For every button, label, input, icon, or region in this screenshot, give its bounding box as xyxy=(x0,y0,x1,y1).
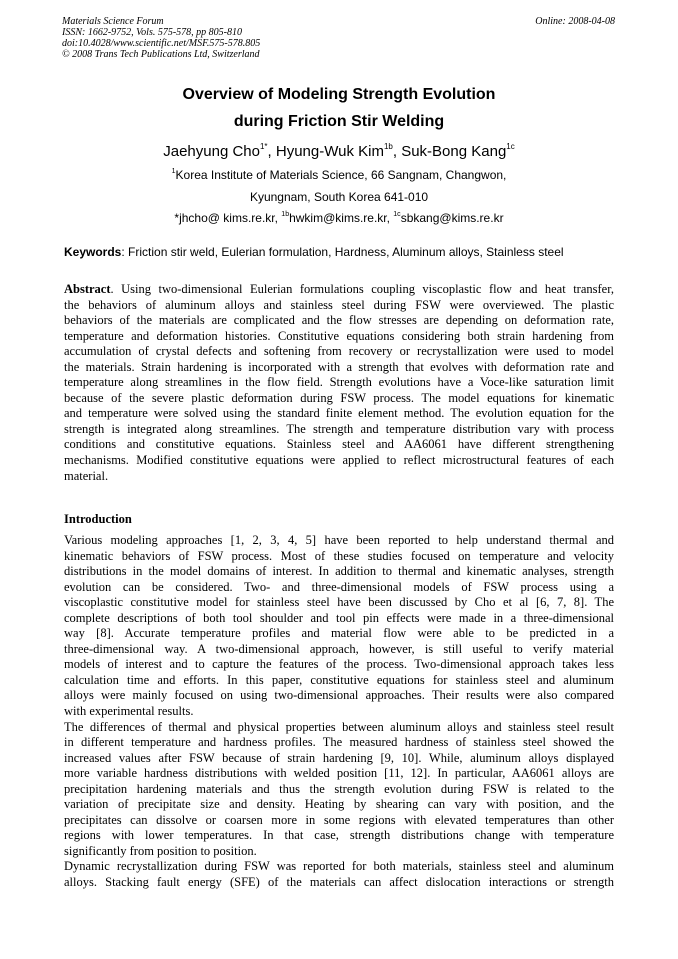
abstract-line: conditions and constitutive equations. Stainless steel and AA6061 have different strengthening xyxy=(64,437,614,452)
paper-title xyxy=(0,81,678,135)
paragraph-line: Dynamic recrystallization during FSW was reported for both materials, stainless steel and aluminum xyxy=(64,859,614,874)
keywords xyxy=(64,243,624,261)
affil-sup: 1 xyxy=(171,168,176,175)
title-line-1: Overview of Modeling Strength Evolution xyxy=(182,86,496,103)
affiliation-text: Korea Institute of Materials Science, 66 Sangnam, Changwon, xyxy=(175,168,507,182)
intro-paragraph-1 xyxy=(64,533,614,891)
paragraph-line: way [8]. Accurate temperature profiles and material flow were able to be predicted in a xyxy=(64,626,614,641)
author-name: , Hyung-Wuk Kim xyxy=(267,143,384,160)
paragraph-line: regions with lower temperatures. In that case, strength distributions change with temperature xyxy=(64,828,614,843)
paragraph-line: Various modeling approaches [1, 2, 3, 4, 5] have been reported to help understand thermal and xyxy=(64,533,614,547)
affiliation-line-2: Kyungnam, South Korea 641-010 xyxy=(249,190,429,204)
paragraph-line: with experimental results. xyxy=(64,704,194,719)
journal-issn: ISSN: 1662-9752, Vols. 575-578, pp 805-810 xyxy=(62,27,242,38)
journal-name: Materials Science Forum xyxy=(62,16,164,27)
paragraph-line: alloys were mainly focused on using two-dimensional approaches. Their results were also compared xyxy=(64,688,614,703)
email: hwkim@kims.re.kr, xyxy=(289,211,394,225)
paragraph-line: in different temperature and hardness profiles. The measured hardness of stainless steel showed the xyxy=(64,735,614,750)
paragraph-line: calculation time and efforts. In this paper, constitutive equations for stainless steel and aluminum xyxy=(64,672,614,687)
journal-header xyxy=(62,16,260,60)
paragraph-line: viscoplastic constitutive model for stainless steel have been discussed by Cho et al [6, 7, 8]. The xyxy=(64,595,614,610)
keywords-label: Keywords xyxy=(64,245,122,259)
journal-copyright: © 2008 Trans Tech Publications Ltd, Switzerland xyxy=(62,49,260,60)
paragraph-line: alloys. Stacking fault energy (SFE) of the materials can affect dislocation interactions or strength xyxy=(64,875,614,890)
author-affil-sup: 1b xyxy=(383,142,393,151)
email-sup: 1b xyxy=(281,211,290,218)
paragraph-line: distributions in the model domains of interest. In addition to thermal and kinematic analyses, strength xyxy=(64,564,614,579)
online-date: Online: 2008-04-08 xyxy=(535,16,615,27)
email: *jhcho@ kims.re.kr, xyxy=(174,211,282,225)
abstract-line: accumulation of crystal defects and softening from recovery or recrystallization were used to model xyxy=(64,344,614,359)
keywords-text: : Friction stir weld, Eulerian formulation, Hardness, Aluminum alloys, Stainless steel xyxy=(121,245,564,259)
author-affil-sup: 1* xyxy=(259,142,268,151)
paragraph-line: kinematic behaviors of FSW process. Most of these studies focused on temperature and velocity xyxy=(64,548,614,563)
abstract-line: the materials. Strain hardening is incorporated with a strength that evolves with deformation rate and xyxy=(64,359,614,374)
paragraph-line: The differences of thermal and physical properties between aluminum alloys and stainless steel result xyxy=(64,719,614,734)
abstract-line: because of the severe plastic deformation during FSW process. The model equations for kinematic xyxy=(64,390,614,405)
paragraph-line: increased values after FSW because of strain hardening [9, 10]. While, aluminum alloys displayed xyxy=(64,750,614,765)
paragraph-line: evolution can be considered. Two- and three-dimensional models of FSW process using a xyxy=(64,579,614,594)
abstract-line: and temperature were solved using the standard finite element method. The evolution equation for the xyxy=(64,406,614,421)
abstract-line: material. xyxy=(64,468,109,483)
abstract-line: temperature and deformation histories. Constitutive equations considering both strain hardening from xyxy=(64,328,614,343)
paragraph-line: more variable hardness distributions with welded position [11, 12]. In particular, AA6061 alloys are xyxy=(64,766,614,781)
paragraph-line: models of interest and to capture the features of the process. Two-dimensional approach takes less xyxy=(64,657,614,672)
abstract-line: mechanisms. Modified constitutive equations were applied to reflect microstructural features of each xyxy=(64,453,614,468)
email: sbkang@kims.re.kr xyxy=(400,211,504,225)
affiliation-line-1 xyxy=(0,166,678,184)
title-line-2: during Friction Stir Welding xyxy=(233,113,445,130)
author-list xyxy=(0,142,678,162)
abstract-line: behaviors of the materials are complicated and the flow stresses are depending on deformation rate, xyxy=(64,313,614,328)
email-line xyxy=(0,209,678,227)
abstract-label: Abstract xyxy=(64,282,111,296)
abstract-line: the behaviors of aluminum alloys and stainless steel during FSW were overviewed. The plastic xyxy=(64,297,614,312)
abstract-text: . Using two-dimensional Eulerian formulations coupling viscoplastic flow and heat transfer, xyxy=(110,282,614,296)
paragraph-line: three-dimensional way. A two-dimensional approach, however, is still useful to verify material xyxy=(64,641,614,656)
author-name: , Suk-Bong Kang xyxy=(392,143,507,160)
abstract-line: temperature along streamlines in the flow field. Strength evolutions have a Voce-like saturation limit xyxy=(64,375,614,390)
author-name: Jaehyung Cho xyxy=(163,143,260,160)
paragraph-line: variation of precipitate size and density. Heating by shearing can vary with position, and the xyxy=(64,797,614,812)
journal-doi: doi:10.4028/www.scientific.net/MSF.575-578.805 xyxy=(62,38,261,49)
paragraph-line: complete descriptions of both tool shoulder and tool pin effects were made in a three-dimensional xyxy=(64,610,614,625)
abstract xyxy=(64,282,614,484)
abstract-first-line xyxy=(64,282,614,298)
email-sup: 1c xyxy=(393,211,401,218)
author-affil-sup: 1c xyxy=(506,142,515,151)
paragraph-line: precipitation hardening materials and thus the strength evolution during FSW is related to the xyxy=(64,781,614,796)
paragraph-line: precipitates can dissolve or coarsen more in some regions with elevated temperatures than other xyxy=(64,812,614,827)
abstract-line: strength is integrated along streamlines. The strength and temperature distribution vary with process xyxy=(64,421,614,436)
paragraph-line: significantly from position to position. xyxy=(64,843,257,858)
section-heading-introduction: Introduction xyxy=(64,512,132,526)
